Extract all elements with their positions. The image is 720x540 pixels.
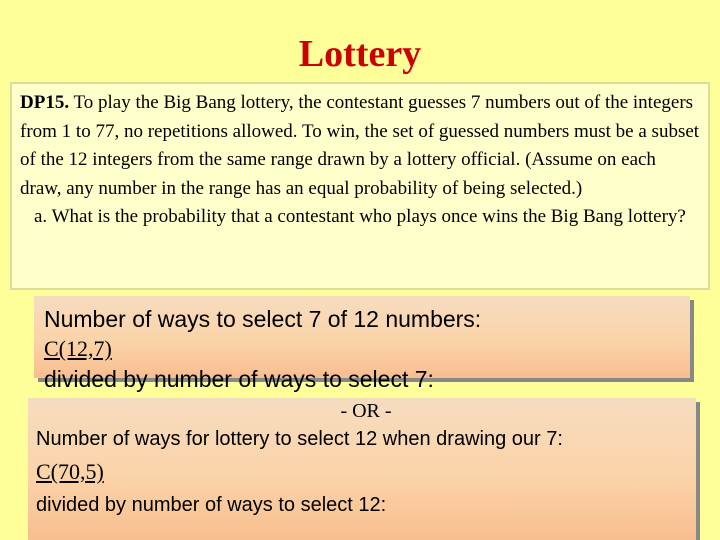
box2-line2: C(70,5)	[36, 459, 104, 484]
box1-line1: Number of ways to select 7 of 12 numbers:	[44, 306, 482, 332]
solution-box-1	[34, 296, 690, 392]
problem-label: DP15.	[20, 92, 70, 113]
or-divider: - OR -	[340, 400, 392, 422]
problem-statement	[10, 82, 710, 290]
solution-box-2	[28, 398, 696, 540]
box2-line1: Number of ways for lottery to select 12 when drawing our 7:	[36, 428, 563, 450]
slide-title: Lottery	[298, 33, 422, 75]
box1-line3: divided by number of ways to select 7:	[44, 366, 434, 392]
box2-line3: divided by number of ways to select 12:	[36, 494, 387, 516]
box1-line2: C(12,7)	[44, 336, 112, 361]
problem-text: To play the Big Bang lottery, the contestant guesses 7 numbers out of the integers from 1 to 77, no repetitions allowed. To win, the set of guessed numbers must be a subset of the 12 integers from the same range drawn by a lottery official. (Assume on each draw, any number in the range has an equal probability of being selected.)	[20, 92, 700, 199]
problem-part-a: a. What is the probability that a contestant who plays once wins the Big Bang lottery?	[34, 206, 686, 227]
